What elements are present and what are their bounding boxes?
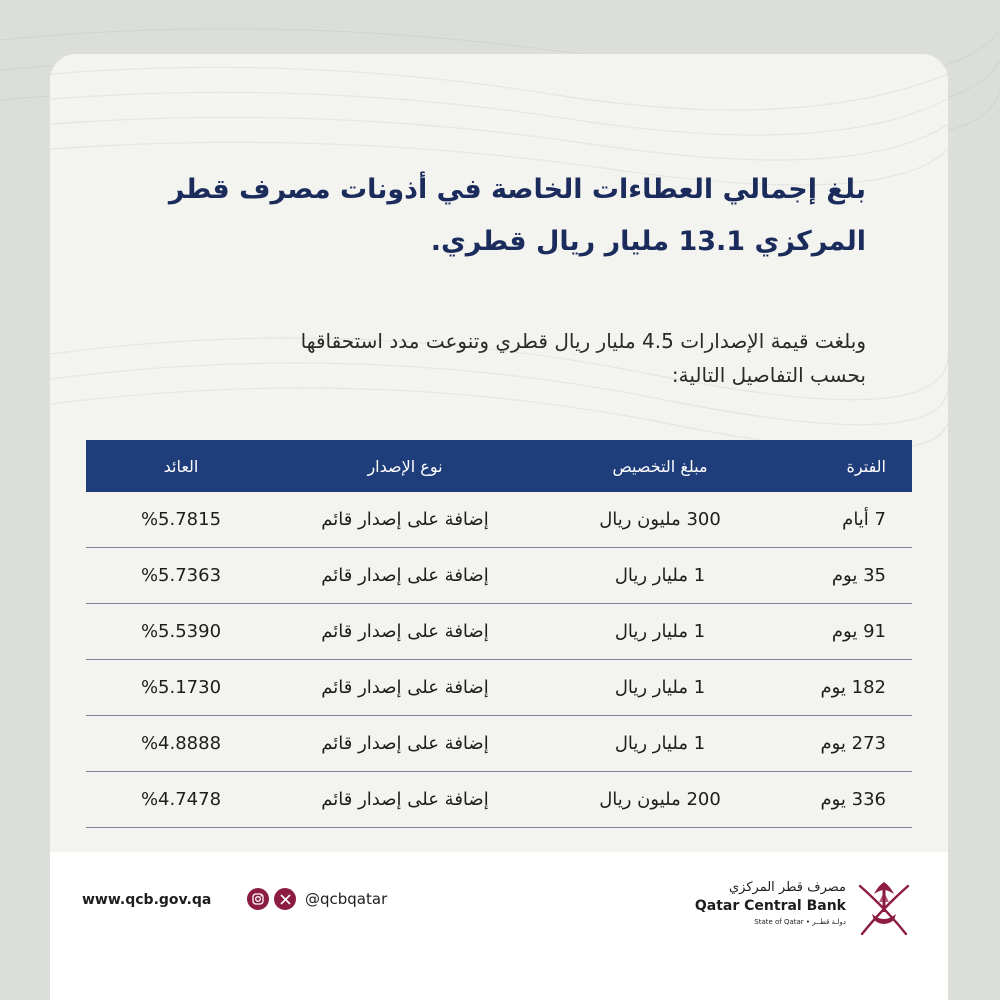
cell-yield: %5.5390 — [140, 621, 222, 642]
qcb-emblem-icon — [852, 874, 916, 944]
cell-type: إضافة على إصدار قائم — [321, 621, 489, 642]
info-card — [50, 54, 948, 1000]
headline-line-1: بلغ إجمالي العطاءات الخاصة في أذونات مصرف قطر — [168, 174, 866, 205]
cell-period: 35 يوم — [831, 565, 886, 586]
cell-period: 7 أيام — [842, 509, 886, 530]
table-row — [86, 492, 912, 548]
cell-period: 336 يوم — [820, 789, 886, 810]
cell-period: 182 يوم — [820, 677, 886, 698]
table-header — [86, 440, 912, 492]
headline-line-2: المركزي 13.1 مليار ريال قطري. — [430, 226, 866, 257]
intro-line-1: وبلغت قيمة الإصدارات 4.5 مليار ريال قطري وتنوعت مدد استحقاقها — [300, 329, 866, 353]
cell-amount: 200 مليون ريال — [599, 789, 721, 810]
header-amount: مبلغ التخصيص — [612, 456, 708, 476]
cell-amount: 1 مليار ريال — [614, 677, 706, 698]
table-row — [86, 660, 912, 716]
cell-type: إضافة على إصدار قائم — [321, 789, 489, 810]
cell-yield: %5.7815 — [140, 509, 222, 530]
table-row — [86, 716, 912, 772]
header-yield: العائد — [163, 456, 199, 476]
cell-yield: %4.8888 — [140, 733, 222, 754]
brand-subtitle: State of Qatar • دولـة قطــر — [754, 918, 846, 926]
table-row — [86, 548, 912, 604]
social-handle[interactable]: @qcbqatar — [305, 890, 388, 908]
cell-period: 91 يوم — [831, 621, 886, 642]
social-links — [247, 888, 387, 910]
qcb-logo — [694, 874, 916, 944]
cell-yield: %5.1730 — [140, 677, 222, 698]
cell-type: إضافة على إصدار قائم — [321, 509, 489, 530]
table-row — [86, 772, 912, 828]
intro-text — [126, 324, 866, 392]
x-icon[interactable] — [274, 888, 296, 910]
instagram-icon[interactable] — [247, 888, 269, 910]
intro-line-2: بحسب التفاصيل التالية: — [671, 363, 866, 387]
cell-yield: %5.7363 — [140, 565, 222, 586]
cell-yield: %4.7478 — [140, 789, 222, 810]
cell-amount: 1 مليار ريال — [614, 733, 706, 754]
header-type: نوع الإصدار — [367, 456, 443, 476]
footer — [50, 852, 948, 1000]
website-link[interactable]: www.qcb.gov.qa — [82, 892, 212, 908]
cell-period: 273 يوم — [820, 733, 886, 754]
cell-amount: 1 مليار ريال — [614, 565, 706, 586]
cell-type: إضافة على إصدار قائم — [321, 677, 489, 698]
brand-name-arabic: مصرف قطر المركزي — [729, 880, 846, 895]
headline — [126, 164, 866, 268]
cell-amount: 1 مليار ريال — [614, 621, 706, 642]
cell-type: إضافة على إصدار قائم — [321, 733, 489, 754]
cell-type: إضافة على إصدار قائم — [321, 565, 489, 586]
header-period: الفترة — [846, 456, 886, 476]
results-table — [86, 440, 912, 828]
table-row — [86, 604, 912, 660]
brand-name-english: Qatar Central Bank — [694, 898, 846, 914]
cell-amount: 300 مليون ريال — [599, 509, 721, 530]
